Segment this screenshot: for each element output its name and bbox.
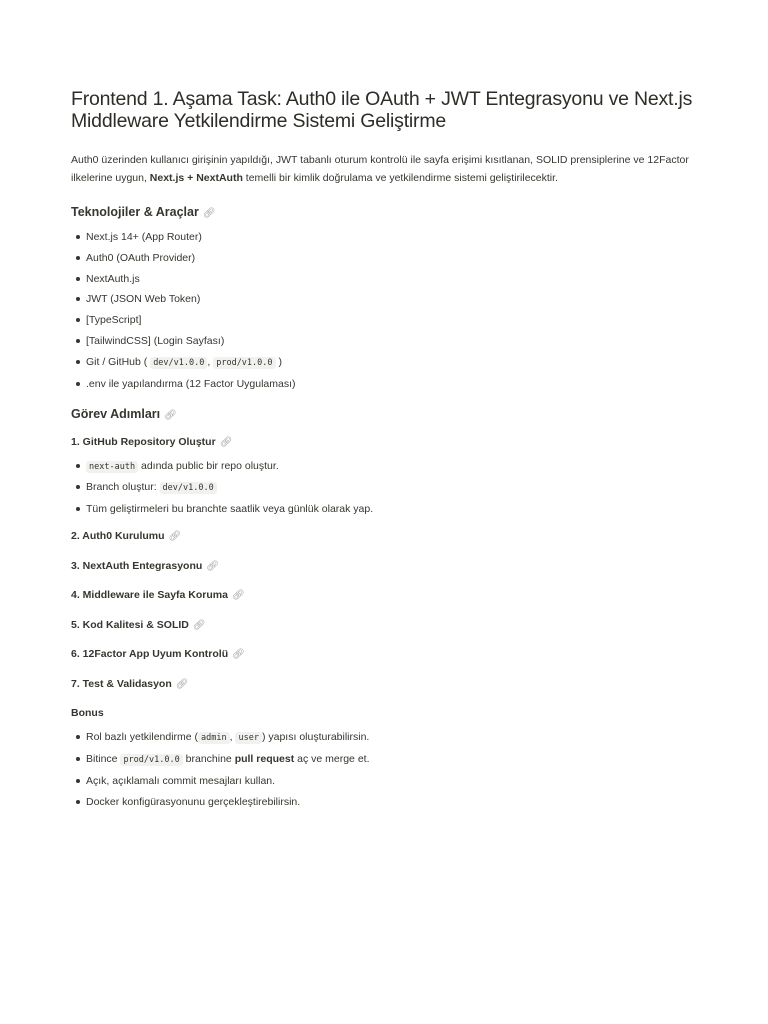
link-icon[interactable]: 🔗︎ (164, 409, 177, 421)
bonus2-mid: branchine (182, 752, 235, 765)
bonus2-suffix: aç ve merge et. (294, 752, 370, 765)
step-3-text: 3. NextAuth Entegrasyonu (71, 559, 203, 572)
git-prefix: Git / GitHub ( (86, 355, 148, 368)
step1-list (71, 459, 697, 517)
step-heading-7 (71, 675, 697, 694)
link-icon[interactable]: 🔗︎ (202, 208, 216, 219)
bonus2-bold: pull request (234, 752, 295, 765)
step-heading-5 (71, 616, 697, 635)
step1-item1-text: adında public bir repo oluştur. (138, 459, 279, 472)
link-icon[interactable]: 🔗︎ (206, 560, 219, 572)
bonus2-prefix: Bitince (86, 752, 121, 765)
step-5-text: 5. Kod Kalitesi & SOLID (71, 618, 189, 631)
link-icon[interactable]: 🔗︎ (168, 531, 182, 543)
bonus-list (71, 730, 697, 808)
git-suffix: ) (278, 355, 282, 368)
bonus1-sep: , (229, 731, 233, 744)
step-2-text: 2. Auth0 Kurulumu (71, 530, 165, 543)
list-item: Auth0 (OAuth Provider) (86, 251, 697, 265)
list-item: Next.js 14+ (App Router) (86, 230, 697, 244)
code-dev-branch: dev/v1.0.0 (150, 357, 207, 369)
list-item (86, 459, 697, 474)
bonus1-prefix: Rol bazlı yetkilendirme ( (86, 731, 199, 744)
tech-heading-text: Teknolojiler & Araçlar (71, 205, 199, 219)
tech-list (71, 230, 697, 391)
list-item: .env ile yapılandırma (12 Factor Uygulaması) (86, 377, 697, 391)
list-item: Docker konfigürasyonunu gerçekleştirebilirsin. (86, 795, 697, 809)
code-admin: admin (198, 732, 230, 744)
step1-item2-text: Branch oluştur: (86, 481, 160, 494)
intro-text-1: Auth0 üzerinden kullanıcı girişinin yapıldığı, JWT tabanlı oturum kontrolü ile sayfa erişimi kısıtlanan, SOLID prensiplerine ve 12Factor ilkelerine uygun, (71, 154, 689, 184)
git-sep: , (207, 355, 211, 368)
list-item: [TypeScript] (86, 313, 697, 327)
step-6-text: 6. 12Factor App Uyum Kontrolü (71, 648, 229, 661)
steps-heading (71, 405, 697, 425)
step-heading-6 (71, 645, 697, 664)
link-icon[interactable]: 🔗︎ (231, 590, 245, 602)
code-user: user (235, 732, 261, 744)
step-heading-4 (71, 586, 697, 605)
step-7-text: 7. Test & Validasyon (71, 677, 172, 690)
intro-paragraph (71, 151, 697, 187)
link-icon[interactable]: 🔗︎ (192, 619, 206, 631)
code-dev-branch: dev/v1.0.0 (160, 482, 217, 494)
list-item (86, 752, 697, 767)
bonus1-suffix: ) yapısı oluşturabilirsin. (261, 731, 370, 744)
intro-bold: Next.js + NextAuth (149, 172, 243, 184)
list-item (86, 355, 697, 370)
code-repo-name: next-auth (86, 461, 138, 473)
page-title: Frontend 1. Aşama Task: Auth0 ile OAuth + JWT Entegrasyonu ve Next.js Middleware Yetkilendirme Sistemi Geliştirme (71, 88, 693, 132)
list-item (86, 480, 697, 495)
list-item: JWT (JSON Web Token) (86, 292, 697, 306)
step-heading-1 (71, 433, 697, 452)
link-icon[interactable]: 🔗︎ (232, 649, 245, 661)
list-item: Açık, açıklamalı commit mesajları kullan. (86, 774, 697, 788)
step-heading-3 (71, 557, 697, 576)
list-item: Tüm geliştirmeleri bu branchte saatlik veya günlük olarak yap. (86, 502, 697, 516)
step-heading-2 (71, 527, 697, 546)
list-item: NextAuth.js (86, 272, 697, 286)
step-1-text: 1. GitHub Repository Oluştur (71, 435, 216, 448)
list-item (86, 730, 697, 745)
link-icon[interactable]: 🔗︎ (219, 436, 233, 448)
code-prod-branch: prod/v1.0.0 (213, 357, 275, 369)
link-icon[interactable]: 🔗︎ (175, 678, 189, 690)
list-item: [TailwindCSS] (Login Sayfası) (86, 334, 697, 348)
steps-heading-text: Görev Adımları (71, 406, 161, 421)
step-4-text: 4. Middleware ile Sayfa Koruma (71, 589, 228, 602)
bonus-title: Bonus (71, 707, 104, 720)
code-prod-branch: prod/v1.0.0 (120, 754, 182, 766)
intro-text-2: temelli bir kimlik doğrulama ve yetkilendirme sistemi geliştirilecektir. (242, 172, 558, 184)
tech-heading (71, 203, 697, 223)
